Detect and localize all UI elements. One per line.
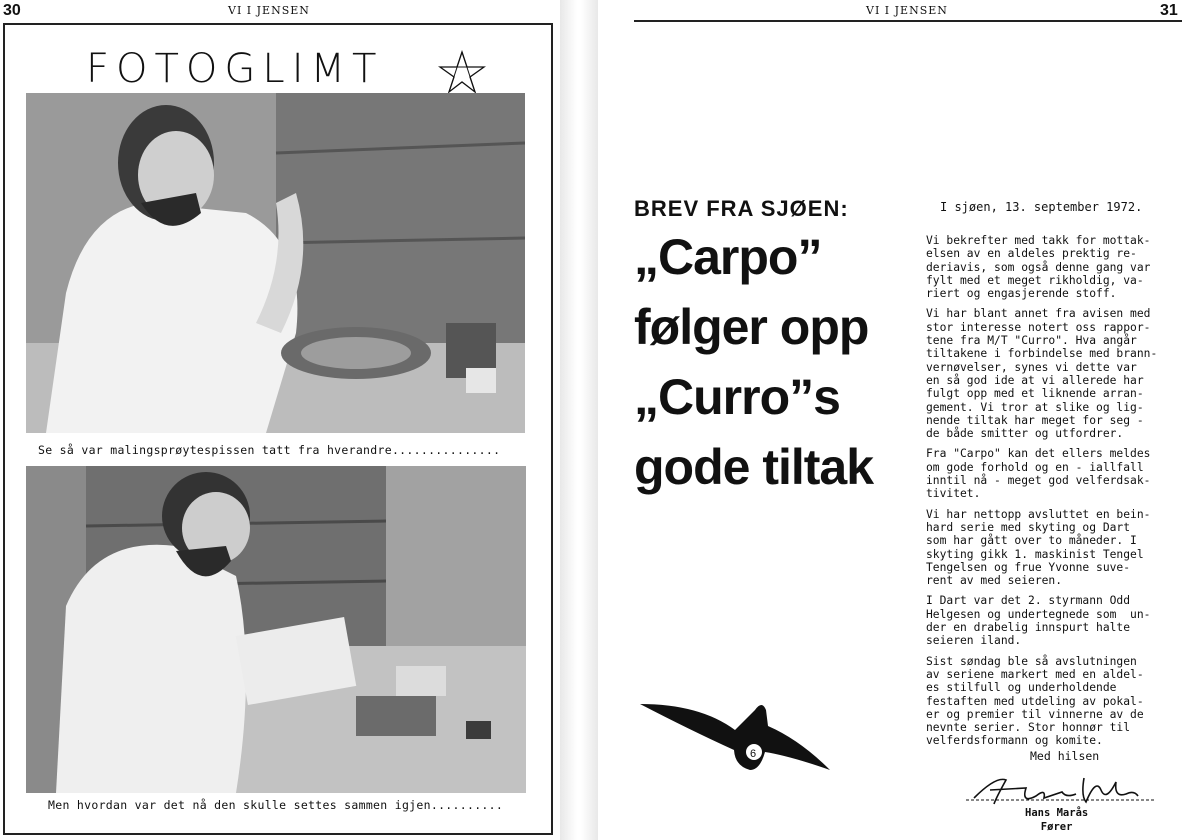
headline-line: følger opp	[634, 299, 869, 355]
page-number-right: 31	[1160, 2, 1178, 19]
handwritten-signature	[966, 768, 1156, 810]
feature-title: FOTOGLIMT	[86, 46, 384, 92]
star-icon	[438, 50, 486, 94]
svg-text:6: 6	[750, 748, 757, 760]
headline-line: „Carpo”	[634, 229, 822, 285]
article-headline	[634, 222, 873, 502]
letter-paragraph: Sist søndag ble så avslutningen av seriene markert med en aldel- es stilfull og underholdende festaften med utdeling av pokal- er og premier til vinnerne av de nevnte serier. Stor honnør til velferdsformann og komite.	[926, 654, 1144, 748]
photo-caption: Se så var malingsprøytespissen tatt fra hverandre...............	[38, 443, 501, 457]
letter-paragraph: Vi har nettopp avsluttet en bein- hard serie med skyting og Dart som har gått over to måneder. I skyting gikk 1. maskinist Tengel Tengelsen og frue Yvonne suve- rent av med seieren.	[926, 507, 1151, 588]
page-gutter	[560, 0, 598, 840]
photo-man-with-spray-gun	[26, 93, 525, 433]
article-kicker: BREV FRA SJØEN:	[634, 196, 849, 221]
headline-line: „Curro”s	[634, 369, 840, 425]
headline-line: gode tiltak	[634, 439, 874, 495]
letter-paragraph: Fra "Carpo" kan det ellers meldes om gode forhold og en - iallfall inntil nå - meget god velferdsak- tivitet.	[926, 447, 1151, 501]
running-head-right: VI I JENSEN	[866, 4, 948, 17]
letter-paragraph: Vi bekrefter med takk for mottak- elsen av en aldeles prektig re- deriavis, som også denne gang var fylt med et meget rikholdig, va- riert og engasjerende stoff.	[926, 234, 1151, 301]
seabird-logo	[640, 690, 840, 780]
letter-dateline: I sjøen, 13. september 1972.	[940, 200, 1143, 214]
signer	[1025, 806, 1088, 834]
signer-title: Fører	[1040, 821, 1073, 833]
header-rule	[634, 20, 1182, 22]
signer-name: Hans Marås	[1025, 807, 1089, 819]
photo-man-assembling	[26, 466, 526, 793]
page-number-left: 30	[3, 2, 21, 19]
running-head-left: VI I JENSEN	[228, 4, 310, 17]
letter-closing: Med hilsen	[1030, 749, 1100, 763]
letter-paragraph: Vi har blant annet fra avisen med stor interesse notert oss rappor- tene fra M/T "Curro". Hva angår tiltakene i forbindelse med brann- vernøvelser, synes vi dette var en så god ide at vi allerede har fulgt opp med et liknende arran- gement. Vi tror at slike og lig- nende tiltak har meget for seg - de både smitter og utfordrer.	[926, 307, 1158, 441]
letter-body	[926, 234, 1188, 755]
letter-paragraph: I Dart var det 2. styrmann Odd Helgesen og undertegnede som un- der en drabelig innspurt halte seieren iland.	[926, 594, 1151, 648]
photo-caption: Men hvordan var det nå den skulle settes sammen igjen..........	[48, 798, 504, 812]
